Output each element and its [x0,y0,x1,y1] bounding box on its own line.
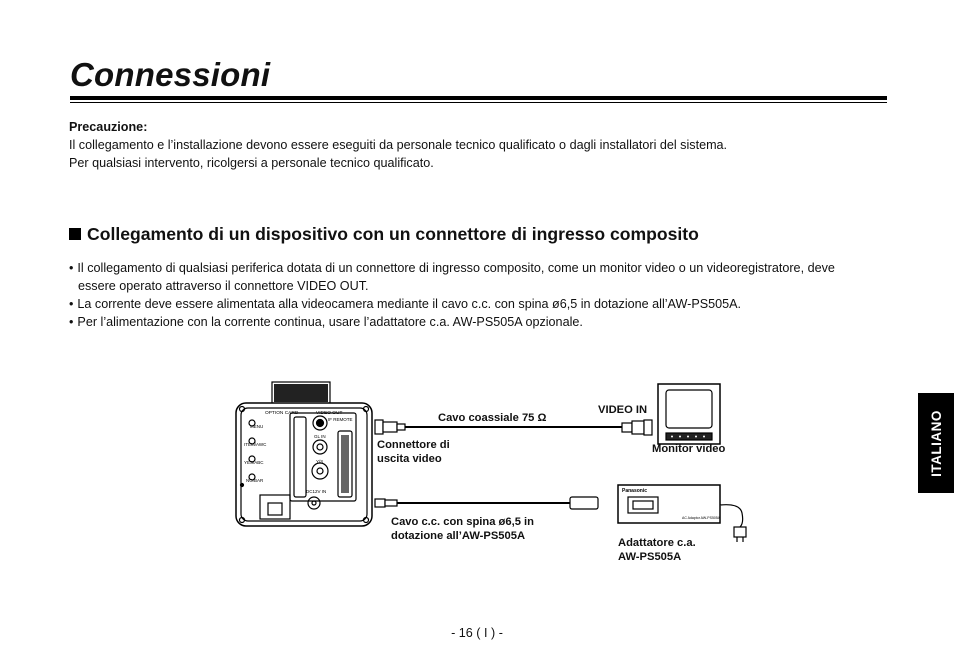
output-connector-label-1: Connettore di [377,439,450,451]
coaxial-cable-label: Cavo coassiale 75 Ω [438,412,547,424]
bullet-item: • Il collegamento di qualsiasi periferica dotata di un connettore di ingresso composito, come un monitor video o un videoregistratore, deve essere operato attraverso il connettore VIDEO OUT. [69,259,869,295]
title-rule-thin [70,102,887,103]
adapter-brand: Panasonic [622,488,648,494]
monitor-label: Monitor video [652,443,726,455]
bullet-item: • La corrente deve essere alimentata alla videocamera mediante il cavo c.c. con spina ø6,5 in dotazione all’AW-PS505A. [69,295,869,313]
adapter-model: AC Adaptor AW-PS505A [682,516,721,520]
connection-diagram [230,375,770,575]
square-bullet-icon [69,228,81,240]
caution-block [69,118,869,172]
bullet-list [69,259,869,331]
adapter-label-2: AW-PS505A [618,551,682,563]
camera-video-out-label: VIDEO OUT [316,411,343,416]
video-in-label: VIDEO IN [598,404,648,416]
language-tab-label: ITALIANO [928,409,944,477]
camera-illustration [236,382,372,526]
camera-item-awc-label: ITEM/AWC [244,442,267,447]
caution-line-2: Per qualsiasi intervento, ricolgersi a personale tecnico qualificato. [69,156,434,170]
bullet-item: • Per l’alimentazione con la corrente continua, usare l’adattatore c.a. AW-PS505A opzionale. [69,313,869,331]
caution-heading: Precauzione: [69,120,148,134]
page-number: - 16 ( I ) - [451,626,503,640]
page-title: Connessioni [70,56,271,93]
camera-no-bar-label: NO/BAR [246,478,264,483]
camera-ys-label: Y/S [316,459,324,464]
section-title [69,224,699,245]
output-connector-label-2: uscita video [377,453,442,465]
camera-menu-label: MENU [250,424,264,429]
section-title-text: Collegamento di un dispositivo con un connettore di ingresso composito [87,224,699,244]
dc-cable-label-2: dotazione all’AW-PS505A [391,530,526,542]
camera-option-card-label: OPTION CARD [265,411,299,416]
caution-line-1: Il collegamento e l’installazione devono essere eseguiti da personale tecnico qualificato o dagli installatori del sistema. [69,138,728,152]
language-tab [918,393,954,493]
dc-cable-label-1: Cavo c.c. con spina ø6,5 in [391,516,534,528]
title-rule-thick [70,96,887,100]
adapter-label-1: Adattatore c.a. [618,537,696,549]
camera-gl-in-label: GL IN [314,434,326,439]
camera-if-remote-label: IF REMOTE [328,417,353,422]
camera-yes-abc-label: YES/ABC [244,460,264,465]
camera-dc12v-label: DC12V IN [306,489,327,494]
monitor-illustration [658,384,720,444]
